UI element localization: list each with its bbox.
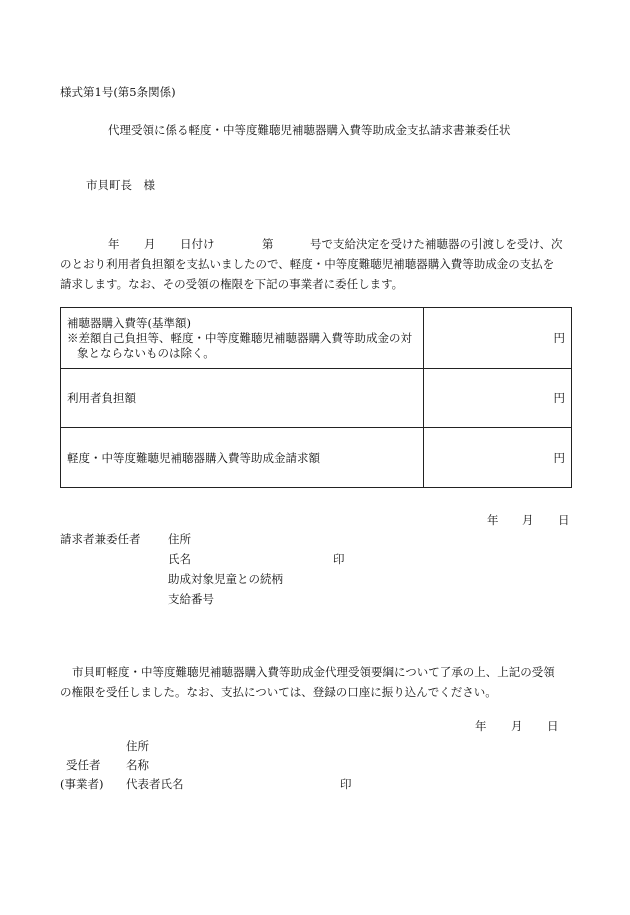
- request-no-prefix: 第: [262, 237, 274, 251]
- table-row: [61, 308, 572, 369]
- amounts-table: [60, 307, 572, 488]
- date2-month: 月: [511, 719, 523, 733]
- base-amount-label: 補聴器購入費等(基準額): [67, 315, 191, 330]
- claimant-seal: 印: [333, 552, 345, 566]
- claim-amount-label: 軽度・中等度難聴児補聴器購入費等助成金請求額: [61, 428, 424, 488]
- base-amount-note-line1: ※差額自己負担等、軽度・中等度難聴児補聴器購入費等助成金の対: [67, 330, 412, 345]
- yen-unit: 円: [553, 391, 565, 405]
- table-row: [61, 369, 572, 428]
- agent-rep-name-label: 代表者氏名: [126, 777, 184, 791]
- date1-year: 年: [487, 513, 499, 527]
- acceptance-line2: の権限を受任しました。なお、支払については、登録の口座に振り込んでください。: [60, 685, 497, 699]
- claimant-payment-no-label: 支給番号: [168, 592, 214, 606]
- request-dated-label: 日付け: [180, 237, 215, 251]
- agent-seal: 印: [340, 777, 352, 791]
- form-number: 様式第1号(第5条関係): [60, 85, 176, 99]
- date2-year: 年: [475, 719, 487, 733]
- user-burden-label: 利用者負担額: [61, 369, 424, 428]
- agent-company-label: 名称: [126, 758, 149, 772]
- request-line3: 請求します。なお、その受領の権限を下記の事業者に委任します。: [60, 277, 404, 291]
- request-year-label: 年: [108, 237, 120, 251]
- addressee: 市貝町長 様: [86, 178, 155, 192]
- base-amount-label-cell: [61, 308, 424, 369]
- document-title: 代理受領に係る軽度・中等度難聴児補聴器購入費等助成金支払請求書兼委任状: [108, 123, 511, 137]
- date1-month: 月: [522, 513, 534, 527]
- claim-amount-value-cell[interactable]: [424, 428, 572, 488]
- user-burden-value-cell[interactable]: [424, 369, 572, 428]
- yen-unit: 円: [553, 450, 565, 465]
- base-amount-note-line2: 象とならないものは除く。: [77, 345, 215, 360]
- agent-address-label: 住所: [126, 739, 149, 753]
- yen-unit: 円: [553, 331, 565, 345]
- claimant-address-label: 住所: [168, 532, 191, 546]
- request-line2: のとおり利用者負担額を支払いましたので、軽度・中等度難聴児補聴器購入費等助成金の支払を: [60, 257, 555, 271]
- request-line1: 号で支給決定を受けた補聴器の引渡しを受け、次: [310, 237, 563, 251]
- claimant-role: 請求者兼委任者: [60, 532, 141, 546]
- agent-role-paren: (事業者): [60, 777, 104, 791]
- table-row: [61, 428, 572, 488]
- claimant-relation-label: 助成対象児童との続柄: [168, 572, 283, 586]
- claimant-name-label: 氏名: [168, 552, 191, 566]
- date1-day: 日: [558, 513, 570, 527]
- base-amount-value-cell[interactable]: [424, 308, 572, 369]
- date2-day: 日: [547, 719, 559, 733]
- acceptance-line1: 市貝町軽度・中等度難聴児補聴器購入費等助成金代理受領要綱について了承の上、上記の受領: [72, 665, 555, 679]
- agent-role: 受任者: [66, 758, 101, 772]
- request-month-label: 月: [144, 237, 156, 251]
